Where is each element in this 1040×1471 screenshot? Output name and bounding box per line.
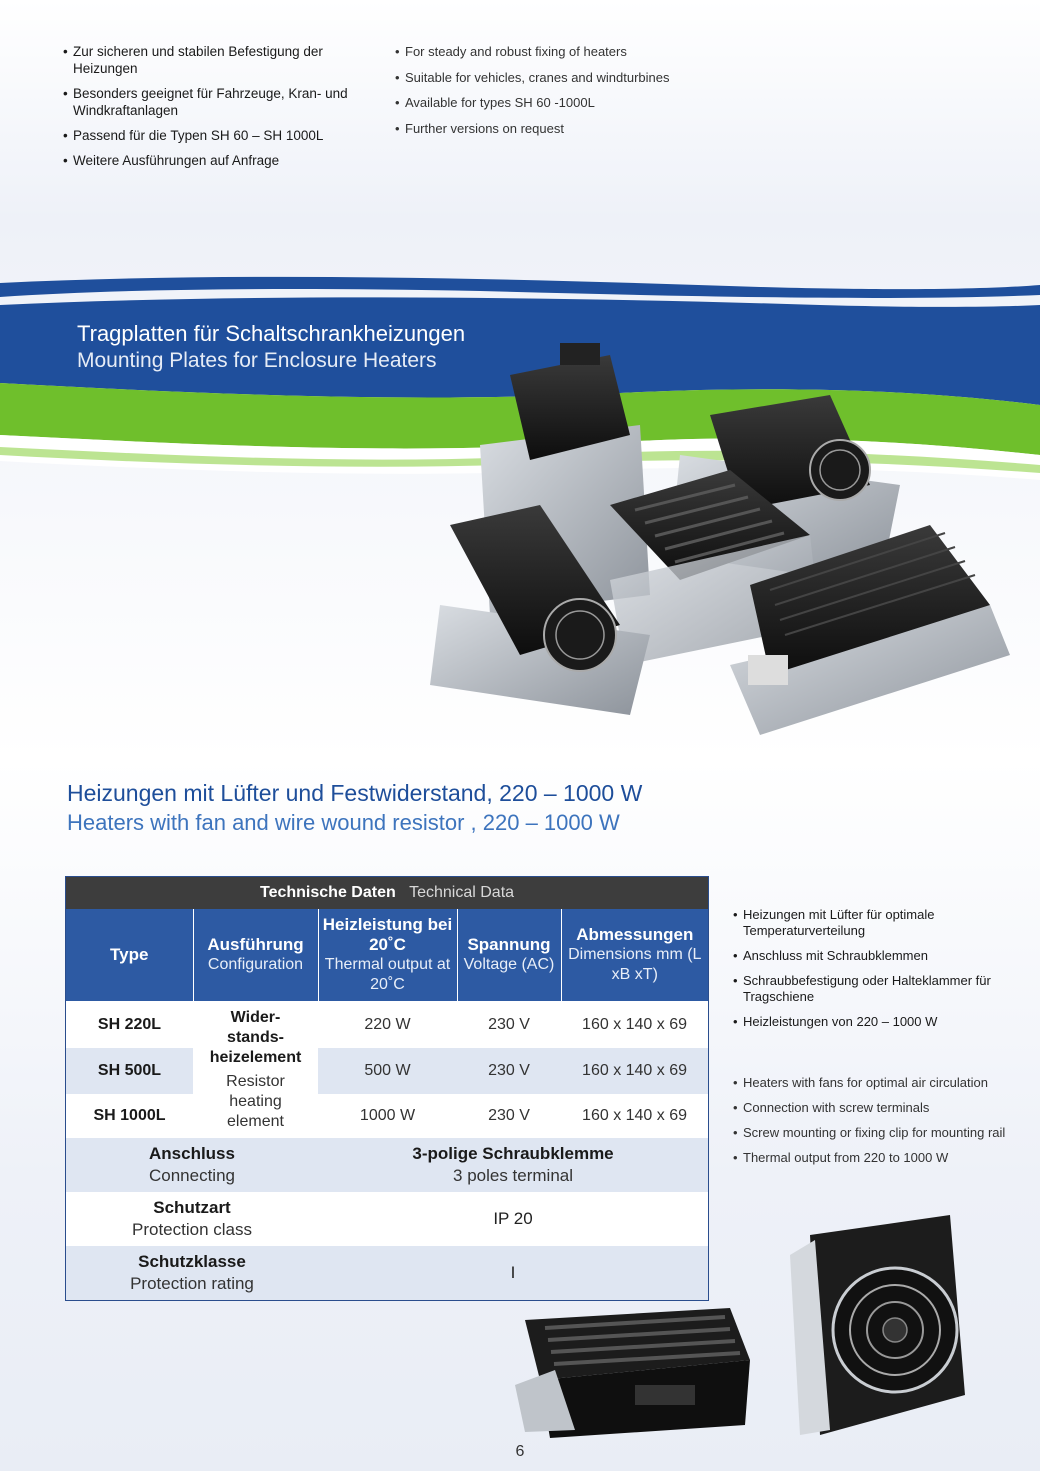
intro-item: • Besonders geeignet für Fahrzeuge, Kran- und Windkraftanlagen <box>63 85 363 119</box>
feature-item: • Anschluss mit Schraubklemmen <box>733 948 1023 964</box>
technical-data-table <box>65 876 709 1301</box>
intro-item: • Further versions on request <box>395 120 725 137</box>
feature-item: • Heizungen mit Lüfter für optimale Temperaturverteilung <box>733 907 1023 939</box>
intro-item: • Suitable for vehicles, cranes and windturbines <box>395 69 725 86</box>
features-list-german <box>733 907 1023 1039</box>
feature-item: • Thermal output from 220 to 1000 W <box>733 1150 1033 1166</box>
type-cell: SH 1000L <box>66 1094 193 1138</box>
header-dimensions: Abmessungen Dimensions mm (L xB xT) <box>561 909 708 1001</box>
table-header-row <box>66 909 708 1001</box>
connecting-row <box>66 1138 708 1192</box>
connecting-value: 3-polige Schraubklemme 3 poles terminal <box>318 1138 708 1192</box>
features-list-english <box>733 1075 1033 1175</box>
dimensions-cell: 160 x 140 x 69 <box>561 1001 708 1048</box>
banner-title-german: Tragplatten für Schaltschrankheizungen <box>77 321 466 346</box>
feature-item: • Heizleistungen von 220 – 1000 W <box>733 1014 1023 1030</box>
table-caption-german: Technische Daten <box>260 884 396 901</box>
header-thermal-output: Heizleistung bei 20˚C Thermal output at 20˚C <box>318 909 457 1001</box>
protection-class-label: Schutzart Protection class <box>66 1192 318 1246</box>
output-cell: 1000 W <box>318 1094 457 1138</box>
feature-item: • Heaters with fans for optimal air circulation <box>733 1075 1033 1091</box>
intro-item: • Available for types SH 60 -1000L <box>395 94 725 111</box>
protection-class-row <box>66 1192 708 1246</box>
table-caption-english: Technical Data <box>409 884 515 901</box>
intro-item: • Weitere Ausführungen auf Anfrage <box>63 152 363 169</box>
table-caption-row <box>66 877 708 909</box>
grille-heater-photo <box>515 1300 755 1440</box>
output-cell: 500 W <box>318 1048 457 1094</box>
intro-item: • Zur sicheren und stabilen Befestigung der Heizungen <box>63 43 363 77</box>
type-cell: SH 500L <box>66 1048 193 1094</box>
type-cell: SH 220L <box>66 1001 193 1048</box>
section-title-english: Heaters with fan and wire wound resistor , 220 – 1000 W <box>67 810 620 835</box>
voltage-cell: 230 V <box>457 1001 561 1048</box>
intro-item: • For steady and robust fixing of heaters <box>395 43 725 60</box>
header-configuration: Ausführung Configuration <box>193 909 318 1001</box>
feature-item: • Connection with screw terminals <box>733 1100 1033 1116</box>
protection-rating-value: I <box>318 1246 708 1300</box>
dimensions-cell: 160 x 140 x 69 <box>561 1048 708 1094</box>
protection-class-value: IP 20 <box>318 1192 708 1246</box>
section-title-german: Heizungen mit Lüfter und Festwiderstand, 220 – 1000 W <box>67 780 643 806</box>
intro-list-english <box>395 43 725 145</box>
table-row <box>66 1001 708 1048</box>
protection-rating-row <box>66 1246 708 1300</box>
header-voltage: Spannung Voltage (AC) <box>457 909 561 1001</box>
fan-heater-photo <box>790 1215 980 1440</box>
feature-item: • Schraubbefestigung oder Halteklammer für Tragschiene <box>733 973 1023 1005</box>
configuration-cell: Wider-stands-heizelement Resistor heating element <box>193 1001 318 1138</box>
table-row <box>66 1094 708 1138</box>
intro-list-german <box>63 43 363 177</box>
banner-title-english: Mounting Plates for Enclosure Heaters <box>77 349 437 372</box>
connecting-label: Anschluss Connecting <box>66 1138 318 1192</box>
feature-item: • Screw mounting or fixing clip for mounting rail <box>733 1125 1033 1141</box>
header-type: Type <box>66 909 193 1001</box>
voltage-cell: 230 V <box>457 1048 561 1094</box>
protection-rating-label: Schutzklasse Protection rating <box>66 1246 318 1300</box>
dimensions-cell: 160 x 140 x 69 <box>561 1094 708 1138</box>
intro-item: • Passend für die Typen SH 60 – SH 1000L <box>63 127 363 144</box>
table-row <box>66 1048 708 1094</box>
mounting-plates-product-photo <box>430 335 1020 745</box>
page-number: 6 <box>515 1443 525 1460</box>
voltage-cell: 230 V <box>457 1094 561 1138</box>
output-cell: 220 W <box>318 1001 457 1048</box>
